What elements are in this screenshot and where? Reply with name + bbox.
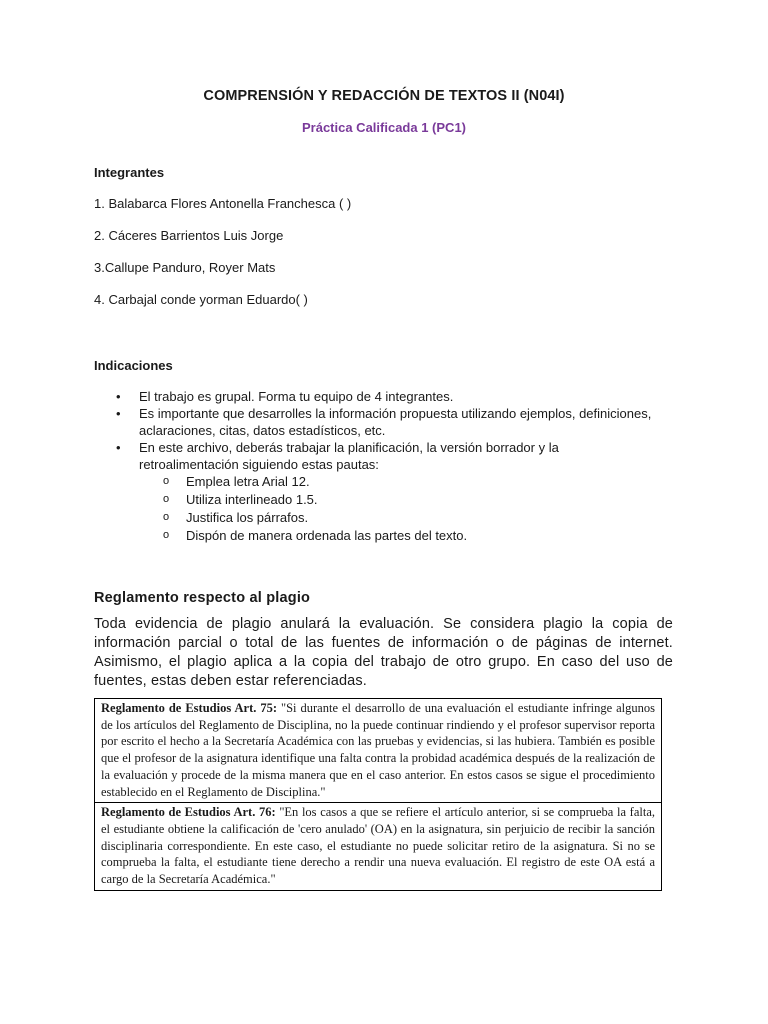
indicacion-text: El trabajo es grupal. Forma tu equipo de 4 integrantes. <box>139 389 454 404</box>
plagio-heading: Reglamento respecto al plagio <box>94 590 311 606</box>
document-subtitle: Práctica Calificada 1 (PC1) <box>301 120 467 135</box>
indicacion-item <box>94 439 654 545</box>
article-text: "En los casos a que se refiere el artículo anterior, si se comprueba la falta, el estudiante obtiene la calificación de 'cero anulado' (OA) en la asignatura, sin perjuicio de recibir la sanción disciplinaria correspondiente. En este caso, el estudiante no puede solicitar retiro de la asignatura. Si no se comprueba la falta, el estudiante tiene derecho a rendir una nueva evaluación. El registro de este OA está a cargo de la Secretaría Académica." <box>101 805 655 887</box>
indicaciones-list <box>94 388 654 545</box>
pauta-item: o Dispón de manera ordenada las partes del texto. <box>139 527 654 545</box>
plagio-paragraph: Toda evidencia de plagio anulará la evaluación. Se considera plagio la copia de información parcial o total de las fuentes de información o de páginas de internet. Asimismo, el plagio aplica a la copia del trabajo de otro grupo. En caso del uso de fuentes, estas deben estar referenciadas. <box>94 616 673 689</box>
member-item: 2. Cáceres Barrientos Luis Jorge <box>94 228 284 243</box>
reglamento-article-75 <box>95 699 661 802</box>
document-title: COMPRENSIÓN Y REDACCIÓN DE TEXTOS II (N04I) <box>203 88 565 104</box>
article-text: "Si durante el desarrollo de una evaluación el estudiante infringe algunos de los artículos del Reglamento de Disciplina, no la puede continuar rindiendo y el profesor supervisor reporta por escrito el hecho a la Secretaría Académica con las pruebas y evidencias, si las hubiera. También es posible que el profesor de la asignatura identifique una falta contra la probidad académica después de la realización de la evaluación y procede de la misma manera que en el caso anterior. En estos casos se sigue el procedimiento establecido en el Reglamento de Disciplina." <box>101 701 655 799</box>
indicacion-text: Es importante que desarrolles la información propuesta utilizando ejemplos, definiciones, aclaraciones, citas, datos estadísticos, etc. <box>139 406 652 438</box>
member-item: 3.Callupe Panduro, Royer Mats <box>94 260 276 275</box>
pautas-list <box>139 473 654 545</box>
pauta-item: o Emplea letra Arial 12. <box>139 473 654 491</box>
reglamento-box <box>94 698 662 891</box>
member-item: 1. Balabarca Flores Antonella Franchesca ( ) <box>94 196 352 211</box>
article-label: Reglamento de Estudios Art. 75: <box>101 701 278 715</box>
article-label: Reglamento de Estudios Art. 76: <box>101 805 276 820</box>
pauta-item: o Utiliza interlineado 1.5. <box>139 491 654 509</box>
reglamento-article-76 <box>95 802 661 890</box>
pauta-item: o Justifica los párrafos. <box>139 509 654 527</box>
member-item: 4. Carbajal conde yorman Eduardo( ) <box>94 292 308 307</box>
integrantes-heading: Integrantes <box>94 165 165 180</box>
indicacion-text: En este archivo, deberás trabajar la planificación, la versión borrador y la retroalimentación siguiendo estas pautas: <box>139 440 559 472</box>
indicacion-item <box>94 405 654 439</box>
indicacion-item <box>94 388 654 405</box>
indicaciones-heading: Indicaciones <box>94 358 173 373</box>
